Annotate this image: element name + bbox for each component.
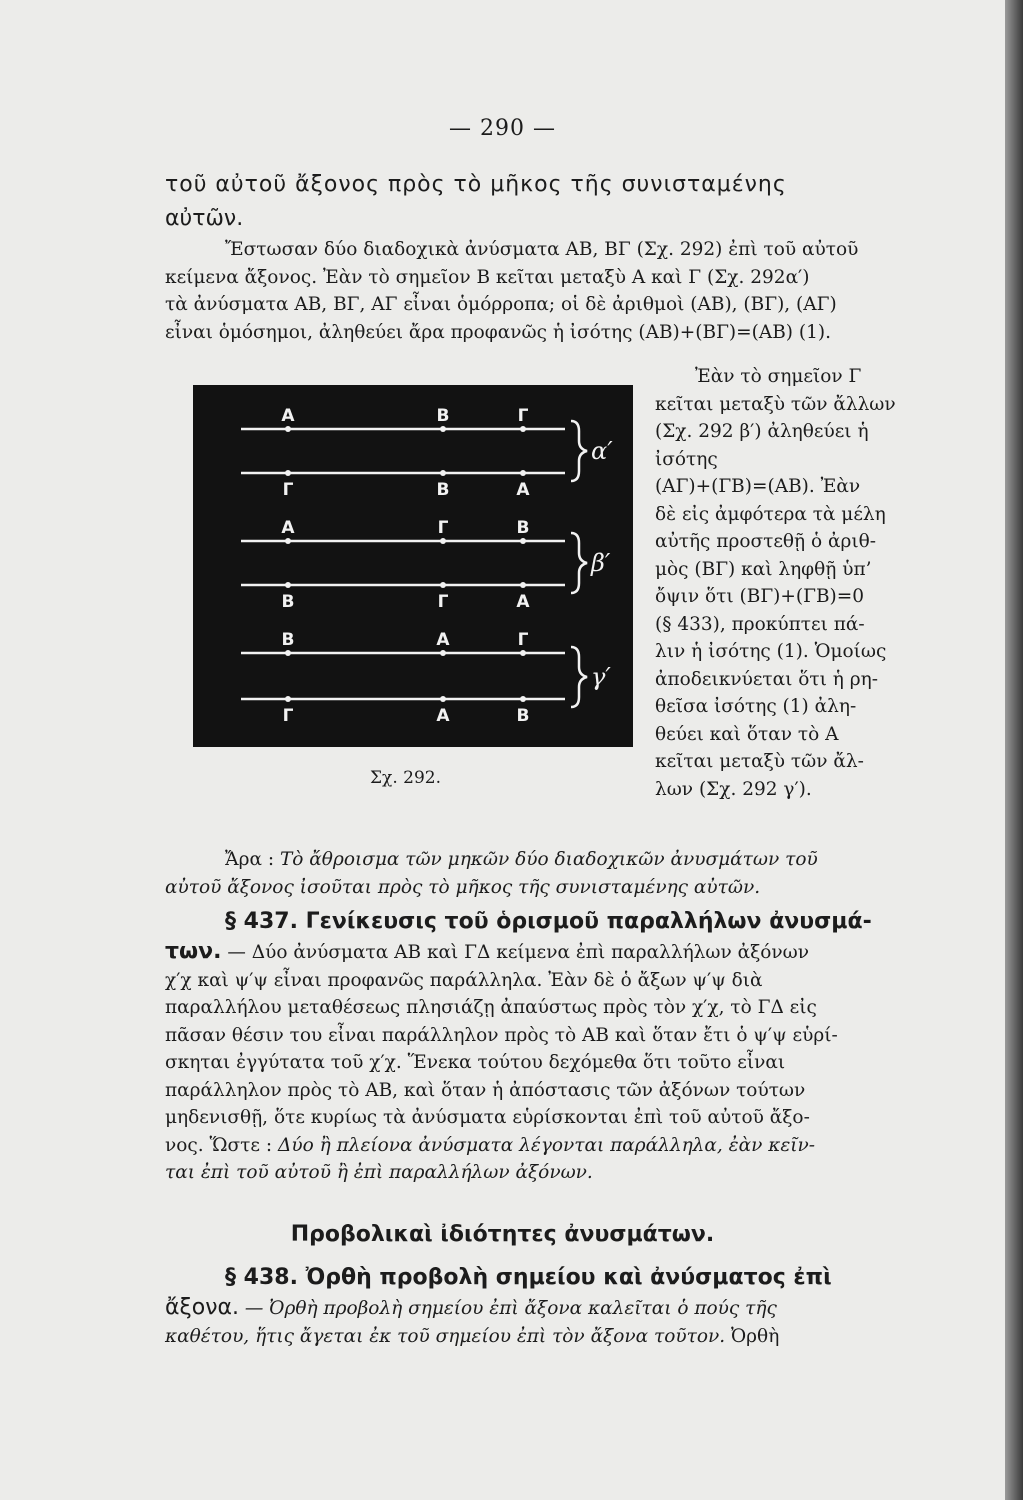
point-label: Β <box>281 592 295 612</box>
text-line: λιν ἡ ἰσότης (1). Ὁμοίως <box>655 641 887 662</box>
figure-caption: Σχ. 292. <box>370 768 441 788</box>
point-dot <box>440 426 446 432</box>
point-label: Β <box>516 518 530 538</box>
side-column-text <box>655 363 960 803</box>
point-label: Γ <box>282 706 294 726</box>
point-dot <box>440 696 446 702</box>
text-line: θεύει καὶ ὅταν τὸ A <box>655 723 839 745</box>
text-line <box>165 846 960 874</box>
text-line: κεῖται μεταξὺ τῶν ἄλλων <box>655 393 896 415</box>
point-label: Α <box>281 406 295 426</box>
definition-text: Δύο ἢ πλείονα ἀνύσματα λέγονται παράλληλα, ἐὰν κεῖν- <box>278 1134 816 1156</box>
point-label: Γ <box>437 518 449 538</box>
text-line: ται ἐπὶ τοῦ αὐτοῦ ἢ ἐπὶ παραλλήλων ἀξόνων. <box>165 1162 593 1183</box>
point-dot <box>440 582 446 588</box>
point-dot <box>520 650 526 656</box>
point-dot <box>285 538 291 544</box>
text-line: τὰ ἀνύσματα AB, BΓ, AΓ εἶναι ὁμόρροπα; οἱ δὲ ἀριθμοὶ (AB), (BΓ), (AΓ) <box>165 294 837 315</box>
text-line: αὐτῶν. <box>165 206 244 231</box>
text-line: (Σχ. 292 β′) ἀληθεύει ἡ <box>655 421 869 442</box>
conclusion-paragraph <box>165 846 960 901</box>
point-label: Α <box>516 592 530 612</box>
brace-alpha <box>571 421 587 481</box>
point-dot <box>285 582 291 588</box>
point-dot <box>520 426 526 432</box>
brace-beta <box>571 533 587 593</box>
point-label: Α <box>436 706 450 726</box>
text-line: λων (Σχ. 292 γ′). <box>655 778 812 800</box>
text-line <box>165 938 960 967</box>
text-line: μηδενισθῇ, ὅτε κυρίως τὰ ἀνύσματα εὑρίσκονται ἐπὶ τοῦ αὐτοῦ ἄξο- <box>165 1107 810 1128</box>
text-line: δὲ εἰς ἀμφότερα τὰ μέλη <box>655 503 886 525</box>
point-dot <box>285 650 291 656</box>
page-number: — 290 — <box>449 116 556 141</box>
section-438 <box>165 1262 960 1350</box>
text-line: ἀποδεικνύεται ὅτι ἡ ρη- <box>655 668 878 690</box>
figure-292 <box>193 385 633 747</box>
point-dot <box>440 650 446 656</box>
text-line: κεῖται μεταξὺ τῶν ἄλ- <box>655 751 864 772</box>
point-label: Β <box>516 706 530 726</box>
definition-text: καθέτου, ἥτις ἄγεται ἐκ τοῦ σημείου ἐπὶ τὸν ἄξονα τοῦτον. <box>165 1325 726 1347</box>
text-line: αὐτῆς προστεθῇ ὁ ἀριθ- <box>655 531 877 552</box>
point-dot <box>285 426 291 432</box>
point-dot <box>440 538 446 544</box>
point-dot <box>520 582 526 588</box>
section-title: § 438. Ὀρθὴ προβολὴ σημείου καὶ ἀνύσματος ἐπὶ <box>225 1265 832 1290</box>
section-title-cont: ἄξονα. <box>165 1295 240 1320</box>
text-line: εἶναι ὁμόσημοι, ἀληθεύει ἄρα προφανῶς ἡ ἰσότης (AB)+(BΓ)=(AB) (1). <box>165 321 831 343</box>
text-line: μὸς (BΓ) καὶ ληφθῇ ὑπ’ <box>655 558 872 580</box>
section-title-cont: των. <box>165 939 222 964</box>
brace-label: α′ <box>591 437 613 465</box>
text-line: (AΓ)+(ΓB)=(AB). Ἐὰν <box>655 476 861 497</box>
point-label: Γ <box>517 406 529 426</box>
text-line: τοῦ αὐτοῦ ἄξονος πρὸς τὸ μῆκος τῆς συνισταμένης <box>165 172 787 197</box>
continuation-text <box>165 168 960 236</box>
section-437 <box>165 906 960 1187</box>
text-line: αὐτοῦ ἄξονος ἰσοῦται πρὸς τὸ μῆκος τῆς συνισταμένης αὐτῶν. <box>165 876 761 898</box>
text-line: σκηται ἐγγύτατα τοῦ χ′χ. Ἕνεκα τούτου δεχόμεθα ὅτι τοῦτο εἶναι <box>165 1052 786 1073</box>
point-label: Α <box>436 630 450 650</box>
point-dot <box>520 538 526 544</box>
point-dot <box>285 696 291 702</box>
point-label: Α <box>516 480 530 500</box>
point-label: Α <box>281 518 295 538</box>
point-label: Γ <box>282 480 294 500</box>
conclusion-lead: Ἄρα : <box>225 849 275 870</box>
section-heading: Προβολικαὶ ἰδιότητες ἀνυσμάτων. <box>290 1222 715 1247</box>
point-label: Γ <box>437 592 449 612</box>
text-line: χ′χ καὶ ψ′ψ εἶναι προφανῶς παράλληλα. Ἐὰν δὲ ὁ ἄξων ψ′ψ διὰ <box>165 969 763 991</box>
text-line: παραλλήλου μεταθέσεως πλησιάζῃ ἀπαύστως πρὸς τὸν χ′χ, τὸ ΓΔ εἰς <box>165 997 817 1018</box>
text-line: Ἔστωσαν δύο διαδοχικὰ ἀνύσματα AB, BΓ (Σχ. 292) ἐπὶ τοῦ αὐτοῦ <box>225 239 859 260</box>
text-line: ὄψιν ὅτι (BΓ)+(ΓB)=0 <box>655 586 865 607</box>
section-title: § 437. Γενίκευσις τοῦ ὁρισμοῦ παραλλήλων ἀνυσμά- <box>225 909 872 934</box>
definition-text: — Ὀρθὴ προβολὴ σημείου ἐπὶ ἄξονα καλεῖται ὁ πούς τῆς <box>244 1298 777 1319</box>
text-line <box>165 1323 960 1351</box>
brace-label: β′ <box>591 549 611 577</box>
text-line: παράλληλον πρὸς τὸ AB, καὶ ὅταν ἡ ἀπόστασις τῶν ἀξόνων τούτων <box>165 1079 806 1101</box>
brace-label: γ′ <box>591 663 611 691</box>
text-segment: — Δύο ἀνύσματα AB καὶ ΓΔ κείμενα ἐπὶ παραλλήλων ἀξόνων <box>227 942 809 963</box>
text-line <box>165 1132 960 1160</box>
text-line: ἰσότης <box>655 448 718 470</box>
text-segment: Ὀρθὴ <box>731 1325 780 1347</box>
text-line: κείμενα ἄξονος. Ἐὰν τὸ σημεῖον B κεῖται μεταξὺ A καὶ Γ (Σχ. 292α′) <box>165 266 810 288</box>
text-line: θεῖσα ἰσότης (1) ἀλη- <box>655 696 857 717</box>
text-line: Ἐὰν τὸ σημεῖον Γ <box>695 366 862 387</box>
text-line: πᾶσαν θέσιν του εἶναι παράλληλον πρὸς τὸ AB καὶ ὅταν ἔτι ὁ ψ′ψ εὑρί- <box>165 1024 838 1046</box>
point-label: Β <box>281 630 295 650</box>
point-dot <box>440 470 446 476</box>
brace-gamma <box>571 647 587 707</box>
text-line: (§ 433), προκύπτει πά- <box>655 613 865 635</box>
figure-diagram <box>193 385 633 747</box>
conclusion-statement: Τὸ ἄθροισμα τῶν μηκῶν δύο διαδοχικῶν ἀνυσμάτων τοῦ <box>279 849 818 870</box>
point-dot <box>520 696 526 702</box>
point-label: Β <box>436 406 450 426</box>
point-dot <box>520 470 526 476</box>
point-label: Β <box>436 480 450 500</box>
intro-paragraph <box>165 236 960 346</box>
book-edge <box>1005 0 1023 1500</box>
text-segment: νος. Ὥστε : <box>165 1134 273 1156</box>
text-line <box>165 1294 960 1323</box>
point-label: Γ <box>517 630 529 650</box>
point-dot <box>285 470 291 476</box>
